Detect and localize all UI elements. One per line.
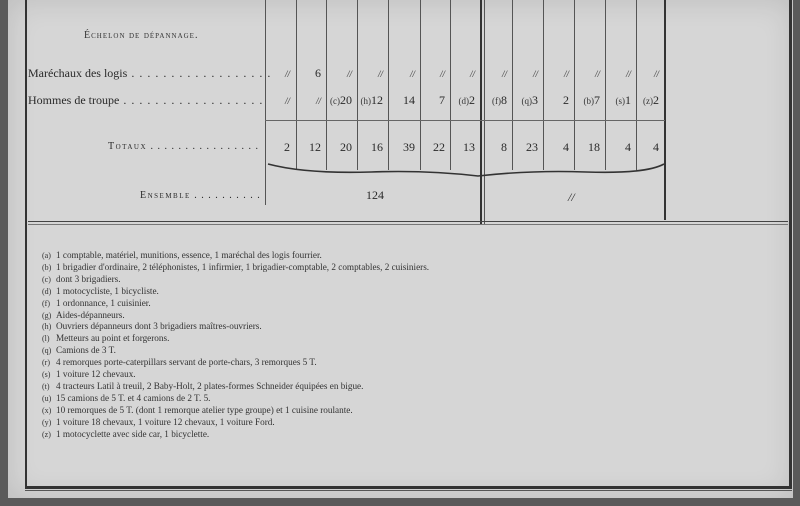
table-cell bbox=[629, 66, 659, 81]
cell-value: 12 bbox=[371, 93, 383, 107]
cell-value: // bbox=[284, 96, 290, 106]
footnote-marker: (b) bbox=[583, 96, 594, 106]
cell-value: 2 bbox=[653, 93, 659, 107]
cell-value: 8 bbox=[501, 93, 507, 107]
table-cell bbox=[260, 93, 290, 108]
footnote-item bbox=[42, 381, 782, 393]
totals-label: Totaux . . . . . . . . . . . . . . . . bbox=[108, 141, 260, 152]
footnote-item bbox=[42, 357, 782, 369]
total-value: 8 bbox=[501, 140, 507, 154]
footnote-key: (x) bbox=[42, 405, 52, 415]
footnote-text: Camions de 3 T. bbox=[56, 345, 116, 356]
section-title: Échelon de dépannage. bbox=[84, 30, 199, 41]
total-value: 4 bbox=[653, 140, 659, 154]
table-cell bbox=[477, 66, 507, 81]
footnote-key: (s) bbox=[42, 370, 51, 380]
total-value: 20 bbox=[340, 140, 352, 154]
document-page bbox=[8, 0, 793, 498]
cell-value: // bbox=[625, 69, 631, 79]
footnote-text: 1 ordonnance, 1 cuisinier. bbox=[56, 297, 151, 308]
table-bottom-rule bbox=[28, 221, 788, 222]
footnote-text: 1 motocycliste, 1 bicycliste. bbox=[56, 285, 159, 296]
table-cell bbox=[322, 93, 352, 108]
footnote-marker: (d) bbox=[458, 96, 469, 106]
cell-value: 1 bbox=[625, 93, 631, 107]
footnote-key: (b) bbox=[42, 262, 52, 272]
footnote-text: Ouvriers dépanneurs dont 3 brigadiers maîtres-ouvriers. bbox=[56, 321, 262, 332]
cell-value: // bbox=[563, 69, 569, 79]
cell-value: 2 bbox=[469, 93, 475, 107]
row-label-hommes: Hommes de troupe . . . . . . . . . . . . . . . . . . bbox=[28, 93, 264, 107]
table-cell bbox=[415, 66, 445, 81]
cell-value: 7 bbox=[594, 93, 600, 107]
cell-value: // bbox=[653, 69, 659, 79]
total-value: 2 bbox=[284, 140, 290, 154]
footnote-key: (l) bbox=[42, 334, 50, 344]
ensemble-label: Ensemble . . . . . . . . . . bbox=[140, 190, 261, 201]
cell-value: // bbox=[346, 69, 352, 79]
table-cell bbox=[570, 93, 600, 108]
total-value: 4 bbox=[563, 140, 569, 154]
footnote-item bbox=[42, 405, 782, 417]
cell-value: // bbox=[469, 69, 475, 79]
footnote-item bbox=[42, 333, 782, 345]
footnote-key: (q) bbox=[42, 346, 52, 356]
footnote-item bbox=[42, 345, 782, 357]
footnote-text: 1 voiture 18 chevaux, 1 voiture 12 chevaux, 1 voiture Ford. bbox=[56, 416, 275, 427]
table-cell bbox=[539, 66, 569, 81]
ensemble-right-total: // bbox=[568, 190, 575, 204]
group-divider-rule bbox=[480, 0, 482, 225]
footnote-marker: (s) bbox=[615, 96, 625, 106]
table-cell bbox=[385, 66, 415, 81]
footnote-text: Aides-dépanneurs. bbox=[56, 309, 125, 320]
footnote-item bbox=[42, 274, 782, 286]
footnotes bbox=[42, 250, 782, 441]
bottom-border-rule-inner bbox=[25, 490, 792, 491]
table-cell bbox=[601, 66, 631, 81]
total-value: 39 bbox=[403, 140, 415, 154]
table-cell bbox=[260, 66, 290, 81]
ensemble-left-total: 124 bbox=[366, 188, 384, 202]
cell-value: // bbox=[439, 69, 445, 79]
footnote-marker: (f) bbox=[492, 96, 501, 106]
footnote-text: 15 camions de 5 T. et 4 camions de 2 T. 5. bbox=[56, 392, 211, 403]
cell-value: // bbox=[409, 69, 415, 79]
cell-value: 3 bbox=[532, 93, 538, 107]
footnote-text: dont 3 brigadiers. bbox=[56, 273, 121, 284]
cell-value: // bbox=[532, 69, 538, 79]
footnote-key: (c) bbox=[42, 274, 51, 284]
ensemble-brace bbox=[266, 160, 666, 182]
table-cell bbox=[291, 93, 321, 108]
footnote-marker: (h) bbox=[360, 96, 371, 106]
footnote-key: (h) bbox=[42, 322, 52, 332]
total-value: 16 bbox=[371, 140, 383, 154]
footnote-item bbox=[42, 321, 782, 333]
table-cell bbox=[445, 66, 475, 81]
table-cell bbox=[445, 93, 475, 108]
total-value: 13 bbox=[463, 140, 475, 154]
right-border-rule bbox=[789, 0, 792, 488]
footnote-key: (a) bbox=[42, 251, 51, 260]
footnote-key: (t) bbox=[42, 381, 50, 391]
footnote-item bbox=[42, 250, 782, 262]
footnote-text: 4 tracteurs Latil à treuil, 2 Baby-Holt, 2 plates-formes Schneider équipées en bigue. bbox=[56, 380, 364, 391]
table-cell bbox=[353, 93, 383, 108]
footnote-item bbox=[42, 286, 782, 298]
footnote-item bbox=[42, 393, 782, 405]
left-border-rule bbox=[25, 0, 27, 488]
footnote-item bbox=[42, 417, 782, 429]
total-value: 23 bbox=[526, 140, 538, 154]
table-bottom-rule-inner bbox=[28, 224, 788, 225]
cell-value: // bbox=[284, 69, 290, 79]
total-value: 22 bbox=[433, 140, 445, 154]
group-divider-rule bbox=[484, 0, 485, 225]
table-cell bbox=[322, 66, 352, 81]
cell-value: // bbox=[501, 69, 507, 79]
cell-value: 2 bbox=[563, 93, 569, 107]
footnote-marker: (z) bbox=[643, 96, 653, 106]
footnote-marker: (c) bbox=[330, 96, 340, 106]
table-cell bbox=[385, 93, 415, 108]
total-value: 18 bbox=[588, 140, 600, 154]
footnote-key: (f) bbox=[42, 298, 50, 308]
footnote-text: 10 remorques de 5 T. (dont 1 remorque atelier type groupe) et 1 cuisine roulante. bbox=[56, 404, 353, 415]
table-cell bbox=[291, 66, 321, 81]
cell-value: // bbox=[594, 69, 600, 79]
footnote-key: (d) bbox=[42, 286, 52, 296]
table-cell bbox=[539, 93, 569, 108]
footnote-text: 4 remorques porte-caterpillars servant de porte-chars, 3 remorques 5 T. bbox=[56, 357, 317, 368]
totals-separator-rule bbox=[265, 120, 665, 121]
table-cell bbox=[353, 66, 383, 81]
footnote-key: (z) bbox=[42, 429, 51, 439]
footnote-text: Metteurs au point et forgerons. bbox=[56, 333, 170, 344]
cell-value: 20 bbox=[340, 93, 352, 107]
footnote-item bbox=[42, 298, 782, 310]
table-cell bbox=[601, 93, 631, 108]
footnote-item bbox=[42, 310, 782, 322]
footnote-text: 1 brigadier d'ordinaire, 2 téléphonistes, 1 infirmier, 1 brigadier-comptable, 2 comptables, 2 cuisiniers. bbox=[56, 261, 430, 272]
bottom-border-rule bbox=[25, 486, 792, 489]
footnote-key: (y) bbox=[42, 417, 52, 427]
total-value: 4 bbox=[625, 140, 631, 154]
total-value: 12 bbox=[309, 140, 321, 154]
cell-value: // bbox=[315, 96, 321, 106]
footnote-text: 1 motocyclette avec side car, 1 bicyclette. bbox=[56, 428, 210, 439]
cell-value: 7 bbox=[439, 93, 445, 107]
footnote-item bbox=[42, 429, 782, 441]
right-table-rule bbox=[664, 0, 666, 220]
cell-value: 14 bbox=[403, 93, 415, 107]
footnote-marker: (q) bbox=[521, 96, 532, 106]
footnote-key: (u) bbox=[42, 393, 52, 403]
row-label-marechaux: Maréchaux des logis . . . . . . . . . . . . . . . . . . bbox=[28, 66, 272, 80]
footnote-item bbox=[42, 262, 782, 274]
footnote-item bbox=[42, 369, 782, 381]
table-cell bbox=[508, 66, 538, 81]
footnote-key: (g) bbox=[42, 310, 52, 320]
table-cell bbox=[508, 93, 538, 108]
table-cell bbox=[629, 93, 659, 108]
table-cell bbox=[570, 66, 600, 81]
cell-value: 6 bbox=[315, 66, 321, 80]
footnote-text: 1 comptable, matériel, munitions, essence, 1 maréchal des logis fourrier. bbox=[56, 250, 322, 260]
table-cell bbox=[477, 93, 507, 108]
cell-value: // bbox=[377, 69, 383, 79]
footnote-key: (r) bbox=[42, 358, 50, 368]
footnote-text: 1 voiture 12 chevaux. bbox=[56, 369, 136, 380]
table-cell bbox=[415, 93, 445, 108]
